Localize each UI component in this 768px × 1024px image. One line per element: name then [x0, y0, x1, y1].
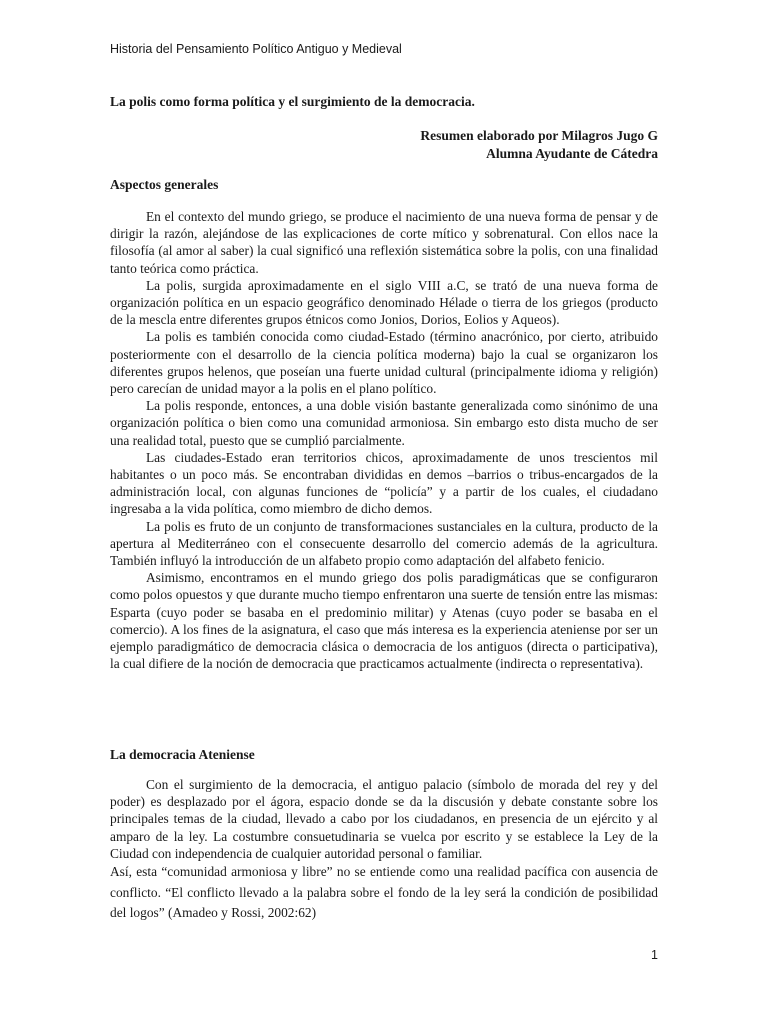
paragraph: La polis, surgida aproximadamente en el siglo VIII a.C, se trató de una nueva forma de organización política en un espacio geográfico denominado Hélade o tierra de los griegos (producto de la mescla entre diferentes grupos étnicos como Jonios, Dorios, Eolios y Aqueos).: [110, 277, 658, 328]
section-aspectos-generales-body: [110, 208, 658, 672]
running-header: Historia del Pensamiento Político Antiguo y Medieval: [110, 42, 402, 56]
paragraph: La polis es fruto de un conjunto de transformaciones sustanciales en la cultura, producto de la apertura al Mediterráneo con el consecuente desarrollo del comercio además de la agricultura. También influyó la introducción de un alfabeto propio como adaptación del alfabeto fenicio.: [110, 518, 658, 569]
byline-role: Alumna Ayudante de Cátedra: [486, 146, 658, 161]
section-heading-democracia-ateniense: La democracia Ateniense: [110, 747, 255, 762]
paragraph: Con el surgimiento de la democracia, el antiguo palacio (símbolo de morada del rey y del poder) es desplazado por el ágora, espacio donde se da la discusión y debate constante sobre los principales temas de la ciudad, llevado a cabo por los ciudadanos, en presencia de un ejército y al amparo de la ley. La costumbre consuetudinaria se vuelca por escrito y se establece la Ley de la Ciudad con independencia de cualquier autoridad personal o familiar.: [110, 777, 658, 861]
section-democracia-ateniense-body: [110, 776, 658, 924]
byline-author: Resumen elaborado por Milagros Jugo G: [420, 128, 658, 143]
paragraph: Así, esta “comunidad armoniosa y libre” no se entiende como una realidad pacífica con ausencia de conflicto. “El conflicto llevado a la palabra sobre el fondo de la ley será la condición de posibilidad del logos” (Amadeo y Rossi, 2002:62): [110, 864, 658, 921]
page-number: 1: [651, 948, 658, 962]
section-heading-aspectos-generales: Aspectos generales: [110, 177, 219, 192]
document-title: La polis como forma política y el surgimiento de la democracia.: [110, 94, 475, 109]
paragraph: La polis responde, entonces, a una doble visión bastante generalizada como sinónimo de una organización política o bien como una comunidad armoniosa. Sin embargo esto dista mucho de ser una realidad total, puesto que se cumplió parcialmente.: [110, 398, 658, 448]
paragraph: Las ciudades-Estado eran territorios chicos, aproximadamente de unos trescientos mil habitantes o un poco más. Se encontraban divididas en demos –barrios o tribus-encargados de la administración local, con algunas funciones de “policía” y a partir de los cuales, el ciudadano ingresaba a la vida política, como miembro de dicho demos.: [110, 449, 658, 517]
paragraph: Asimismo, encontramos en el mundo griego dos polis paradigmáticas que se configuraron como polos opuestos y que durante mucho tiempo enfrentaron una suerte de tensión entre las mismas: Esparta (cuyo poder se basaba en el predominio militar) y Atenas (cuyo poder se basaba en el comercio). A los fines de la asignatura, el caso que más interesa es la experiencia ateniense por ser un ejemplo paradigmático de democracia clásica o democracia de los antiguos (directa o participativa), la cual difiere de la noción de democracia que practicamos actualmente (indirecta o representativa).: [110, 570, 658, 672]
paragraph: En el contexto del mundo griego, se produce el nacimiento de una nueva forma de pensar y de dirigir la razón, alejándose de las explicaciones de corte mítico y sobrenatural. Con ellos nace la filosofía (al amor al saber) la cual significó una reflexión sistemática sobre la polis, con una finalidad tanto teórica como práctica.: [110, 209, 658, 276]
paragraph: La polis es también conocida como ciudad-Estado (término anacrónico, por cierto, atribuido posteriormente con el desarrollo de la ciencia política moderna) bajo la cual se organizaron los diferentes grupos helenos, que poseían una fuerte unidad cultural (principalmente idioma y religión) pero carecían de unidad mayor a la polis en el plano político.: [110, 329, 658, 397]
byline: [420, 127, 658, 163]
